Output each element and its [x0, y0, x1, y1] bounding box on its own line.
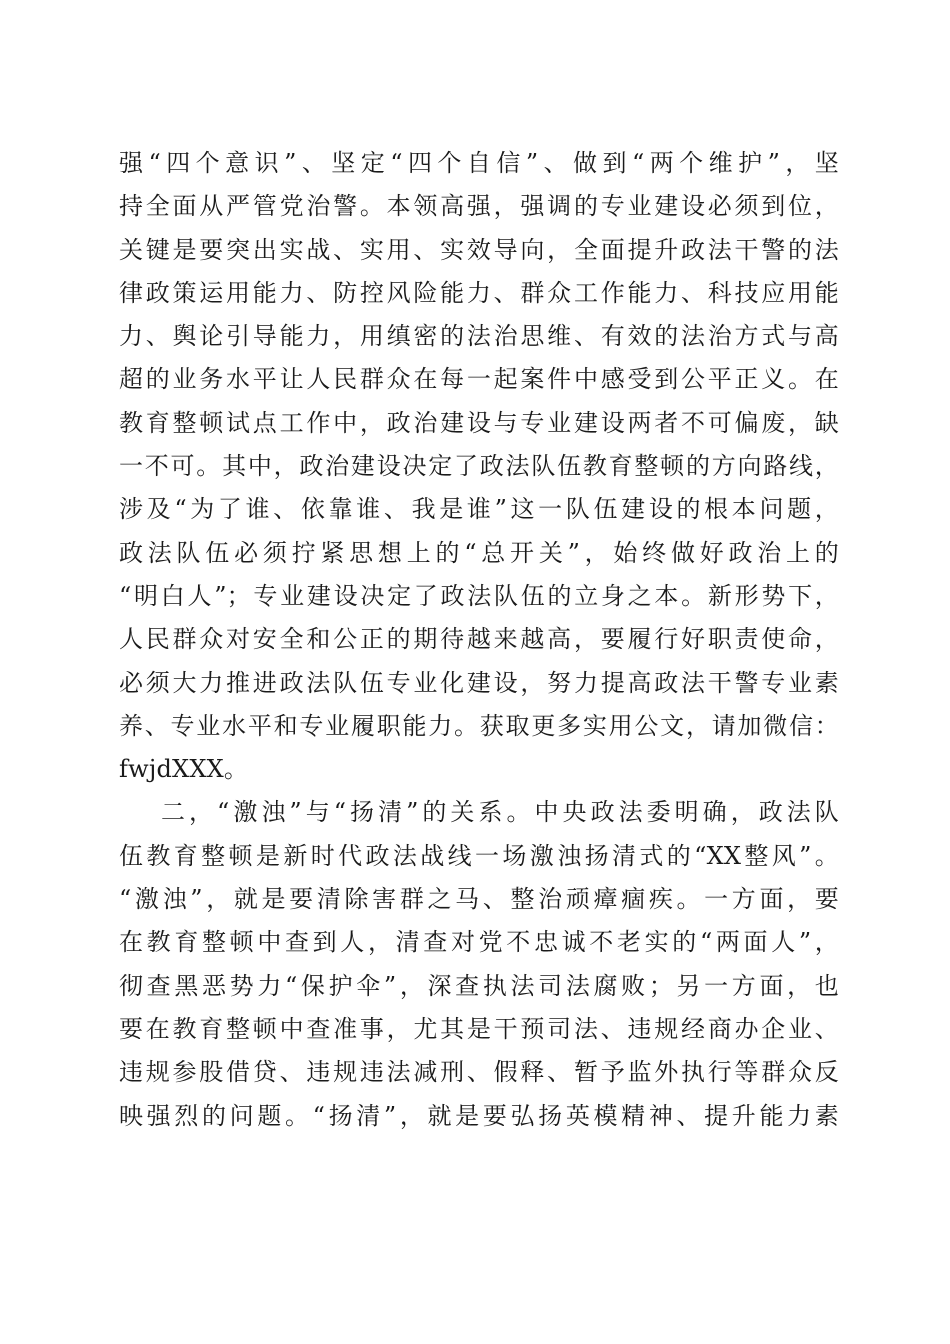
text-line: 伍教育整顿是新时代政法战线一场激浊扬清式的“XX整风”。 [119, 841, 839, 870]
text-line: 强“四个意识”、坚定“四个自信”、做到“两个维护”，坚 [119, 149, 839, 177]
paragraph-end-line: fwjdXXX。 [119, 755, 249, 784]
text-line: 必须大力推进政法队伍专业化建设，努力提高政法干警专业素 [119, 668, 839, 697]
text-line: 教育整顿试点工作中，政治建设与专业建设两者不可偏废，缺 [119, 408, 839, 437]
text-line: 违规参股借贷、违规违法减刑、假释、暂予监外执行等群众反 [119, 1058, 839, 1087]
document-body [119, 142, 839, 1138]
text-line: 彻查黑恶势力“保护伞”，深查执法司法腐败；另一方面，也 [119, 971, 839, 1000]
text-line: 持全面从严管党治警。本领高强，强调的专业建设必须到位， [119, 192, 839, 221]
text-line: 律政策运用能力、防控风险能力、群众工作能力、科技应用能 [119, 278, 839, 307]
text-line: 力、舆论引导能力，用缜密的法治思维、有效的法治方式与高 [119, 322, 839, 351]
section-heading-line: 二，“激浊”与“扬清”的关系。中央政法委明确，政法队 [161, 798, 839, 827]
text-line: “激浊”，就是要清除害群之马、整治顽瘴痼疾。一方面，要 [119, 885, 839, 914]
text-line: 一不可。其中，政治建设决定了政法队伍教育整顿的方向路线， [119, 452, 839, 481]
text-line: 映强烈的问题。“扬清”，就是要弘扬英模精神、提升能力素 [119, 1101, 839, 1130]
text-line: 关键是要突出实战、实用、实效导向，全面提升政法干警的法 [119, 235, 839, 264]
text-line: 涉及“为了谁、依靠谁、我是谁”这一队伍建设的根本问题， [119, 495, 839, 524]
text-line: 养、专业水平和专业履职能力。获取更多实用公文，请加微信： [119, 711, 839, 740]
text-line: “明白人”；专业建设决定了政法队伍的立身之本。新形势下， [119, 581, 839, 610]
text-line: 在教育整顿中查到人，清查对党不忠诚不老实的“两面人”， [119, 928, 839, 957]
text-line: 要在教育整顿中查准事，尤其是干预司法、违规经商办企业、 [119, 1014, 839, 1043]
text-line: 政法队伍必须拧紧思想上的“总开关”，始终做好政治上的 [119, 538, 839, 567]
text-line: 人民群众对安全和公正的期待越来越高，要履行好职责使命， [119, 625, 839, 654]
text-line: 超的业务水平让人民群众在每一起案件中感受到公平正义。在 [119, 365, 839, 394]
